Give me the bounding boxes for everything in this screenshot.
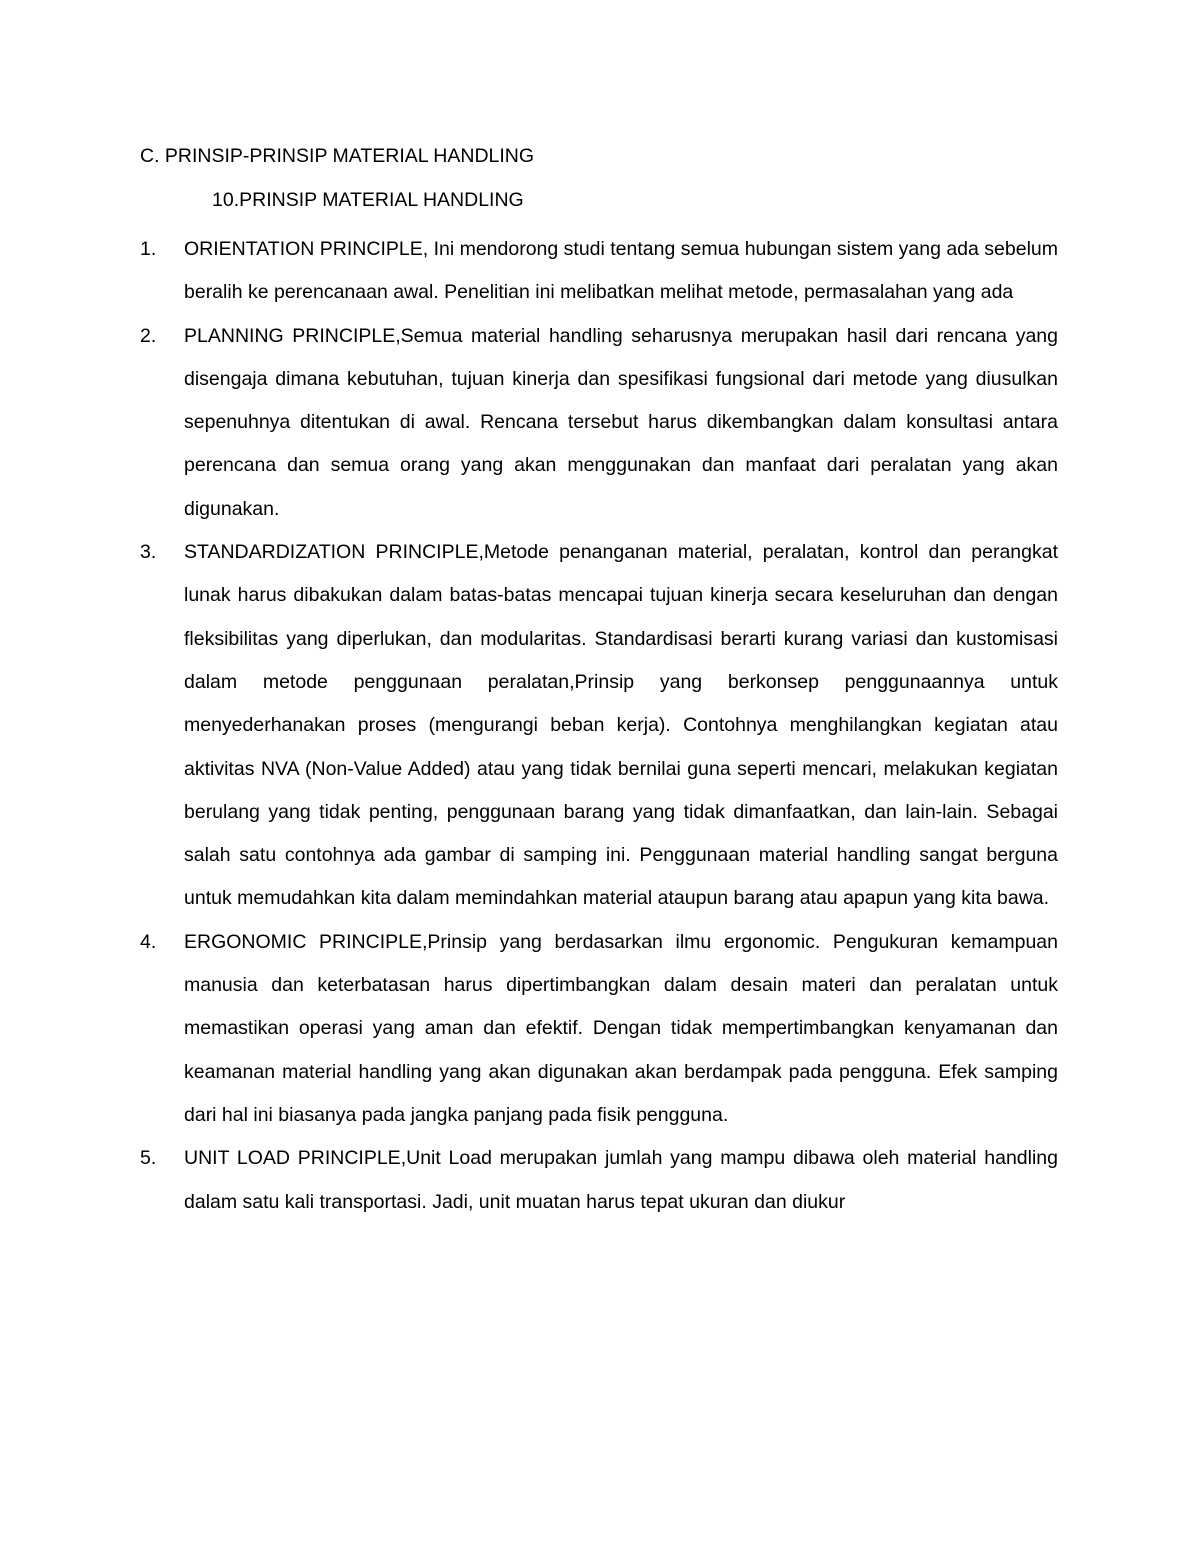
list-item-unit-load bbox=[140, 1137, 1058, 1224]
list-item-standardization bbox=[140, 531, 1058, 921]
list-item-text: PLANNING PRINCIPLE,Semua material handling seharusnya merupakan hasil dari rencana yang disengaja dimana kebutuhan, tujuan kinerja dan spesifikasi fungsional dari metode yang diusulkan sepenuhnya ditentukan di awal. Rencana tersebut harus dikembangkan dalam konsultasi antara perencana dan semua orang yang akan menggunakan dan manfaat dari peralatan yang akan digunakan. bbox=[184, 324, 1058, 520]
list-item-orientation bbox=[140, 228, 1058, 315]
list-item-text: STANDARDIZATION PRINCIPLE,Metode penanganan material, peralatan, kontrol dan perangkat lunak harus dibakukan dalam batas-batas mencapai tujuan kinerja secara keseluruhan dan dengan fleksibilitas yang diperlukan, dan modularitas. Standardisasi berarti kurang variasi dan kustomisasi dalam metode penggunaan peralatan,Prinsip yang berkonsep penggunaannya untuk menyederhanakan proses (mengurangi beban kerja). Contohnya menghilangkan kegiatan atau aktivitas NVA (Non-Value Added) atau yang tidak bernilai guna seperti mencari, melakukan kegiatan berulang yang tidak penting, penggunaan barang yang tidak dimanfaatkan, dan lain-lain. Sebagai salah satu contohnya ada gambar di samping ini. Penggunaan material handling sangat berguna untuk memudahkan kita dalam memindahkan material ataupun barang atau apapun yang kita bawa. bbox=[184, 541, 1058, 910]
list-item-text: ORIENTATION PRINCIPLE, Ini mendorong studi tentang semua hubungan sistem yang ada sebelum beralih ke perencanaan awal. Penelitian ini melibatkan melihat metode, permasalahan yang ada bbox=[184, 238, 1058, 304]
section-heading: C. PRINSIP-PRINSIP MATERIAL HANDLING bbox=[140, 145, 535, 167]
list-item-number: 1. bbox=[140, 238, 157, 260]
list-item-number: 2. bbox=[140, 324, 157, 347]
principles-list bbox=[140, 228, 1058, 1224]
list-item-text: ERGONOMIC PRINCIPLE,Prinsip yang berdasarkan ilmu ergonomic. Pengukuran kemampuan manusia dan keterbatasan harus dipertimbangkan dalam desain materi dan peralatan untuk memastikan operasi yang aman dan efektif. Dengan tidak mempertimbangkan kenyamanan dan keamanan material handling yang akan digunakan akan berdampak pada pengguna. Efek samping dari hal ini biasanya pada jangka panjang pada fisik pengguna. bbox=[184, 930, 1058, 1126]
list-item-number: 3. bbox=[140, 541, 157, 564]
list-item-number: 5. bbox=[140, 1147, 157, 1170]
list-item-text: UNIT LOAD PRINCIPLE,Unit Load merupakan jumlah yang mampu dibawa oleh material handling dalam satu kali transportasi. Jadi, unit muatan harus tepat ukuran dan diukur bbox=[184, 1147, 1058, 1213]
list-item-number: 4. bbox=[140, 930, 157, 953]
section-subheading: 10.PRINSIP MATERIAL HANDLING bbox=[212, 189, 524, 211]
list-item-ergonomic bbox=[140, 921, 1058, 1137]
list-item-planning bbox=[140, 315, 1058, 531]
